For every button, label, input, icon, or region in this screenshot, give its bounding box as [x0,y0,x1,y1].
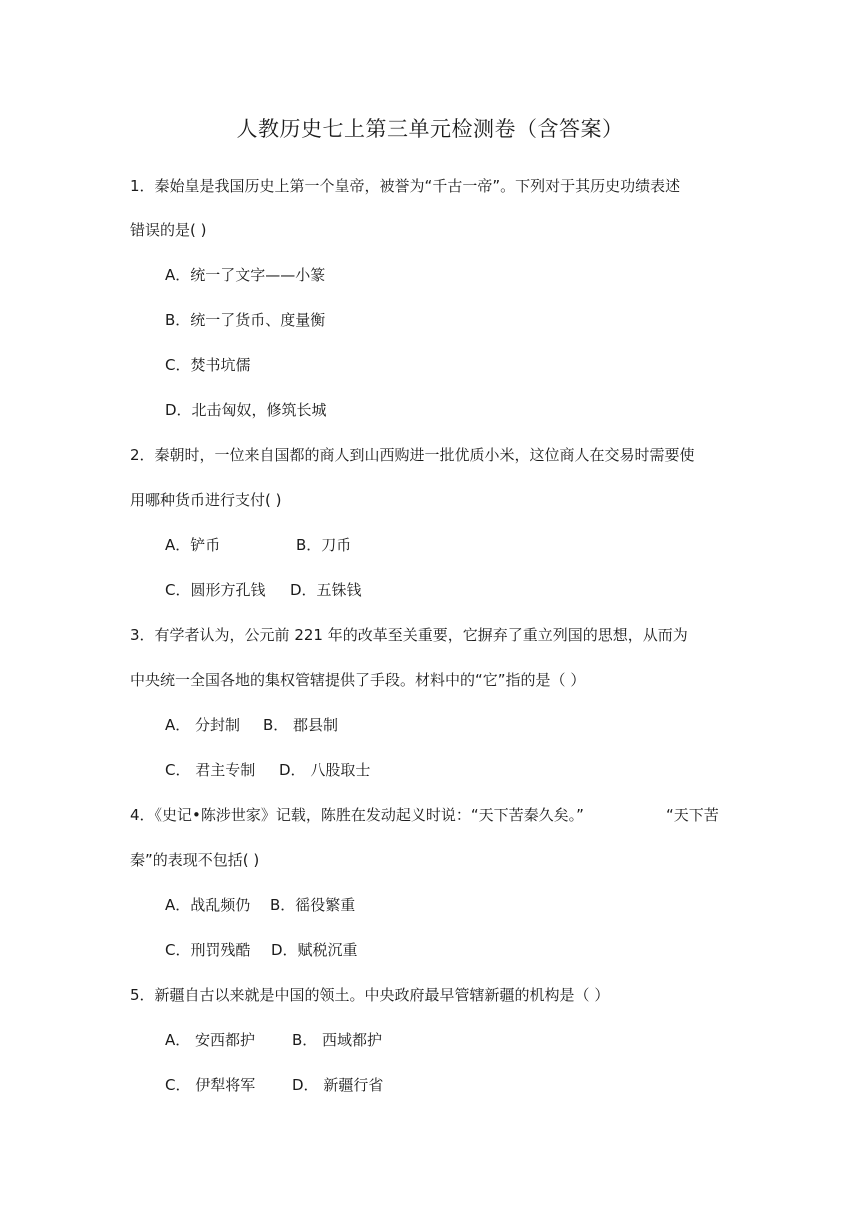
question-2-line-1: 2．秦朝时，一位来自国都的商人到山西购进一批优质小米，这位商人在交易时需要使 [130,446,695,464]
question-2-option-a: A．铲币 [165,536,221,554]
question-4-option-a: A．战乱频仍 [165,896,251,914]
question-1-line-2: 错误的是( ) [130,221,207,239]
question-1-option-a: A．统一了文字——小篆 [165,266,326,284]
question-5-option-b: B． 西域都护 [292,1031,383,1049]
question-3-option-d: D． 八股取士 [279,761,371,779]
question-4-line-2: 秦”的表现不包括( ) [130,851,260,869]
question-4-option-d: D．赋税沉重 [271,941,358,959]
question-5-option-c: C． 伊犁将军 [165,1076,256,1094]
question-2-option-b: B．刀币 [296,536,352,554]
question-3-option-c: C． 君主专制 [165,761,256,779]
question-3-line-2: 中央统一全国各地的集权管辖提供了手段。材料中的“它”指的是（ ） [130,671,586,689]
question-5-option-a: A． 安西都护 [165,1031,256,1049]
question-5-line-1: 5．新疆自古以来就是中国的领土。中央政府最早管辖新疆的机构是（ ） [130,986,610,1004]
document-title: 人教历史七上第三单元检测卷（含答案） [236,117,624,141]
question-3-option-a: A． 分封制 [165,716,241,734]
question-5-option-d: D． 新疆行省 [292,1076,384,1094]
question-2-option-c: C．圆形方孔钱 [165,581,266,599]
question-1-line-1: 1．秦始皇是我国历史上第一个皇帝，被誉为“千古一帝”。下列对于其历史功绩表述 [130,177,681,195]
question-3-option-b: B． 郡县制 [263,716,339,734]
question-2-option-d: D．五铢钱 [290,581,362,599]
question-4-line-1: 4．《史记•陈涉世家》记载，陈胜在发动起义时说：“天下苦秦久矣。” [130,806,584,824]
question-1-option-d: D．北击匈奴，修筑长城 [165,401,327,419]
question-1-option-b: B．统一了货币、度量衡 [165,311,326,329]
question-3-line-1: 3．有学者认为，公元前 221 年的改革至关重要，它摒弃了重立列国的思想，从而为 [130,626,688,644]
question-4-option-b: B．徭役繁重 [270,896,356,914]
question-1-option-c: C．焚书坑儒 [165,356,251,374]
question-2-line-2: 用哪种货币进行支付( ) [130,491,282,509]
question-4-option-c: C．刑罚残酷 [165,941,251,959]
question-4-line-1-tail: “天下苦 [666,806,719,824]
